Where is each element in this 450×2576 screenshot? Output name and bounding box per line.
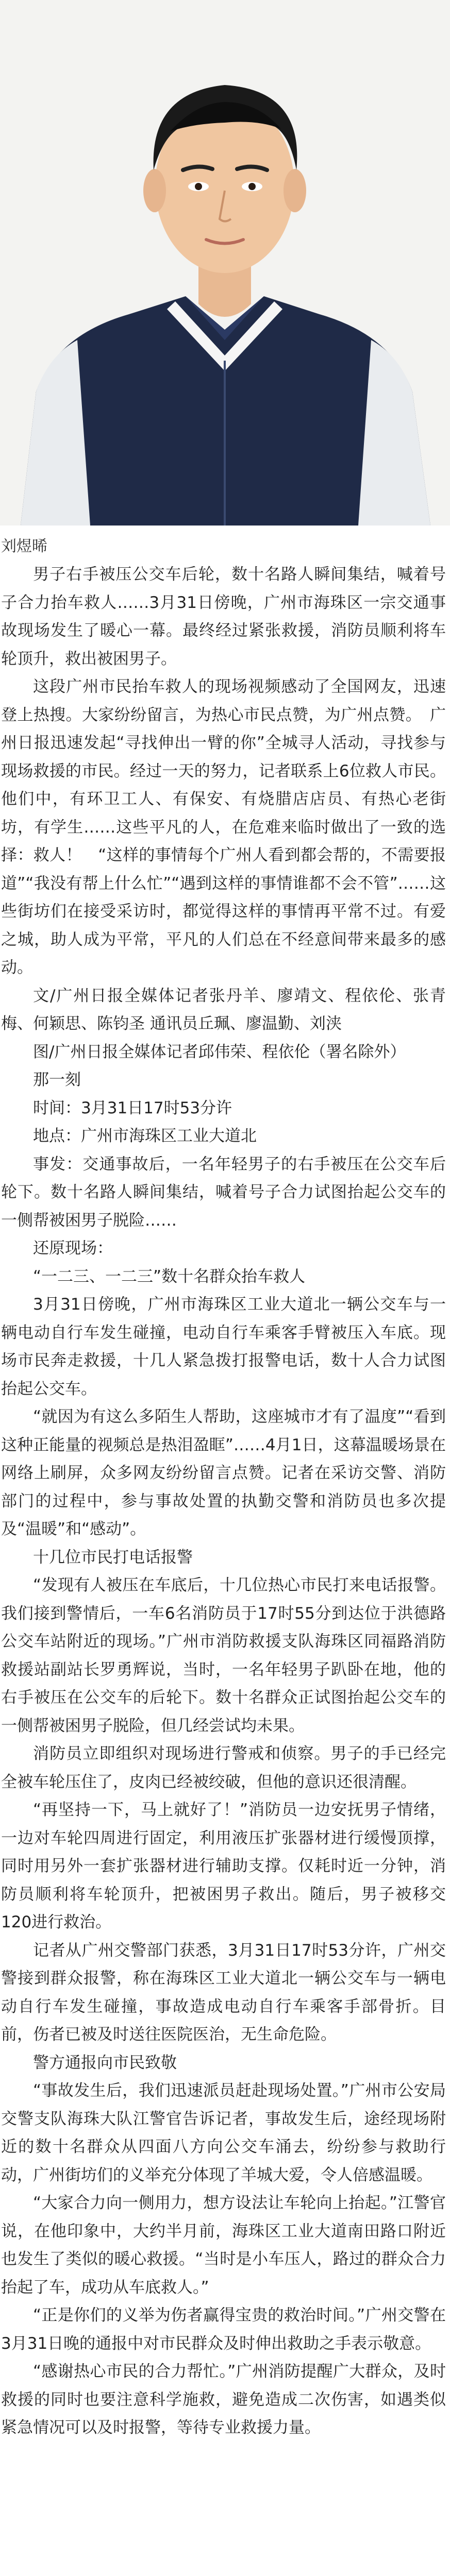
article-paragraph: “发现有人被压在车底后，十几位热心市民打来电话报警。我们接到警情后，一车6名消防员于17时55分到达位于洪德路公交车站附近的现场。”广州市消防救援支队海珠区同福路消防救援站副站长罗勇辉说，当时，一名年轻男子趴卧在地，他的右手被压在公交车的后轮下。数十名群众正试图抬起公交车的一侧帮被困男子脱险，但几经尝试均未果。 bbox=[1, 1576, 446, 1735]
article-paragraph: “再坚持一下，马上就好了！”消防员一边安抚男子情绪，一边对车轮四周进行固定，利用液压扩张器材进行缓慢顶撑，同时用另外一套扩张器材进行辅助支撑。仅耗时近一分钟，消防员顺利将车轮顶升，把被困男子救出。随后，男子被移交120进行救治。 bbox=[1, 1801, 446, 1931]
byline-text: 文/广州日报全媒体记者张丹羊、廖靖文、程依伦、张青梅、何颖思、陈钧圣 通讯员丘珮、廖温勤、刘浃 bbox=[1, 986, 446, 1033]
event-location: 地点：广州市海珠区工业大道北 bbox=[33, 1127, 257, 1145]
section-heading: 那一刻 bbox=[33, 1071, 81, 1089]
subheading: “一二三、一二三”数十名群众抬车救人 bbox=[33, 1267, 306, 1286]
article-paragraph: 男子右手被压公交车后轮，数十名路人瞬间集结，喊着号子合力抬车救人……3月31日傍晚，广州市海珠区一宗交通事故现场发生了暖心一幕。最终经过紧张救援，消防员顺利将车轮顶升，救出被困男子。 bbox=[1, 565, 446, 668]
article-paragraph: “就因为有这么多陌生人帮助，这座城市才有了温度”“看到这种正能量的视频总是热泪盈眶”……4月1日，这幕温暖场景在网络上刷屏，众多网友纷纷留言点赞。记者在采访交警、消防部门的过程中，参与事故处置的执勤交警和消防员也多次提及“温暖”和“感动”。 bbox=[1, 1408, 446, 1538]
article-body bbox=[0, 561, 450, 2442]
portrait-illustration bbox=[0, 0, 450, 526]
section-heading: 还原现场： bbox=[33, 1239, 113, 1258]
article-paragraph: “感谢热心市民的合力帮忙。”广州消防提醒广大群众，及时救援的同时也要注意科学施救，避免造成二次伤害，如遇类似紧急情况可以及时报警，等待专业救援力量。 bbox=[1, 2362, 446, 2437]
photo-caption: 刘煜晞 bbox=[1, 537, 47, 555]
event-time: 时间：3月31日17时53分许 bbox=[33, 1098, 232, 1117]
event-summary: 事发：交通事故后，一名年轻男子的右手被压在公交车后轮下。数十名路人瞬间集结，喊着号子合力试图抬起公交车的一侧帮被困男子脱险…… bbox=[1, 1155, 446, 1230]
article-paragraph: “大家合力向一侧用力，想方设法让车轮向上抬起。”江警官说，在他印象中，大约半月前，海珠区工业大道南田路口附近也发生了类似的暖心救援。“当时是小车压人，路过的群众合力抬起了车，成功从车底救人。” bbox=[1, 2194, 446, 2297]
article-paragraph: “事故发生后，我们迅速派员赶赴现场处置。”广州市公安局交警支队海珠大队江警官告诉记者，事故发生后，途经现场附近的数十名群众从四面八方向公交车涌去，纷纷参与救助行动，广州街坊们的义举充分体现了羊城大爱，令人倍感温暖。 bbox=[1, 2081, 446, 2184]
article-paragraph: 消防员立即组织对现场进行警戒和侦察。男子的手已经完全被车轮压住了，皮肉已经被绞破，但他的意识还很清醒。 bbox=[1, 1744, 446, 1791]
article-paragraph: 记者从广州交警部门获悉，3月31日17时53分许，广州交警接到群众报警，称在海珠区工业大道北一辆公交车与一辆电动自行车发生碰撞，事故造成电动自行车乘客手部骨折。目前，伤者已被及时送往医院医治，无生命危险。 bbox=[1, 1941, 446, 2044]
article-paragraph: 这段广州市民抬车救人的现场视频感动了全国网友，迅速登上热搜。大家纷纷留言，为热心市民点赞，为广州点赞。 广州日报迅速发起“寻找伸出一臂的你”全城寻人活动，寻找参与现场救援的市民。经过一天的努力，记者联系上6位救人市民。他们中，有环卫工人、有保安、有烧腊店店员、有热心老街坊，有学生……这些平凡的人，在危难来临时做出了一致的选择：救人！ “这样的事情每个广州人看到都会帮的，不需要报道”“我没有帮上什么忙”“遇到这样的事情谁都不会不管”……这些街坊们在接受采访时，都觉得这样的事情再平常不过。有爱之城，助人成为平常，平凡的人们总在不经意间带来最多的感动。 bbox=[1, 677, 446, 977]
portrait-photo bbox=[0, 0, 450, 526]
byline-photo: 图/广州日报全媒体记者邱伟荣、程依伦（署名除外） bbox=[33, 1042, 406, 1061]
article-paragraph: “正是你们的义举为伤者赢得宝贵的救治时间。”广州交警在3月31日晚的通报中对市民群众及时伸出救助之手表示敬意。 bbox=[1, 2306, 446, 2353]
subheading: 警方通报向市民致敬 bbox=[33, 2053, 177, 2072]
article-paragraph: 3月31日傍晚，广州市海珠区工业大道北一辆公交车与一辆电动自行车发生碰撞，电动自行车乘客手臂被压入车底。现场市民奔走救援，十几人紧急拨打报警电话，数十人合力试图抬起公交车。 bbox=[1, 1295, 446, 1398]
subheading: 十几位市民打电话报警 bbox=[33, 1548, 193, 1567]
